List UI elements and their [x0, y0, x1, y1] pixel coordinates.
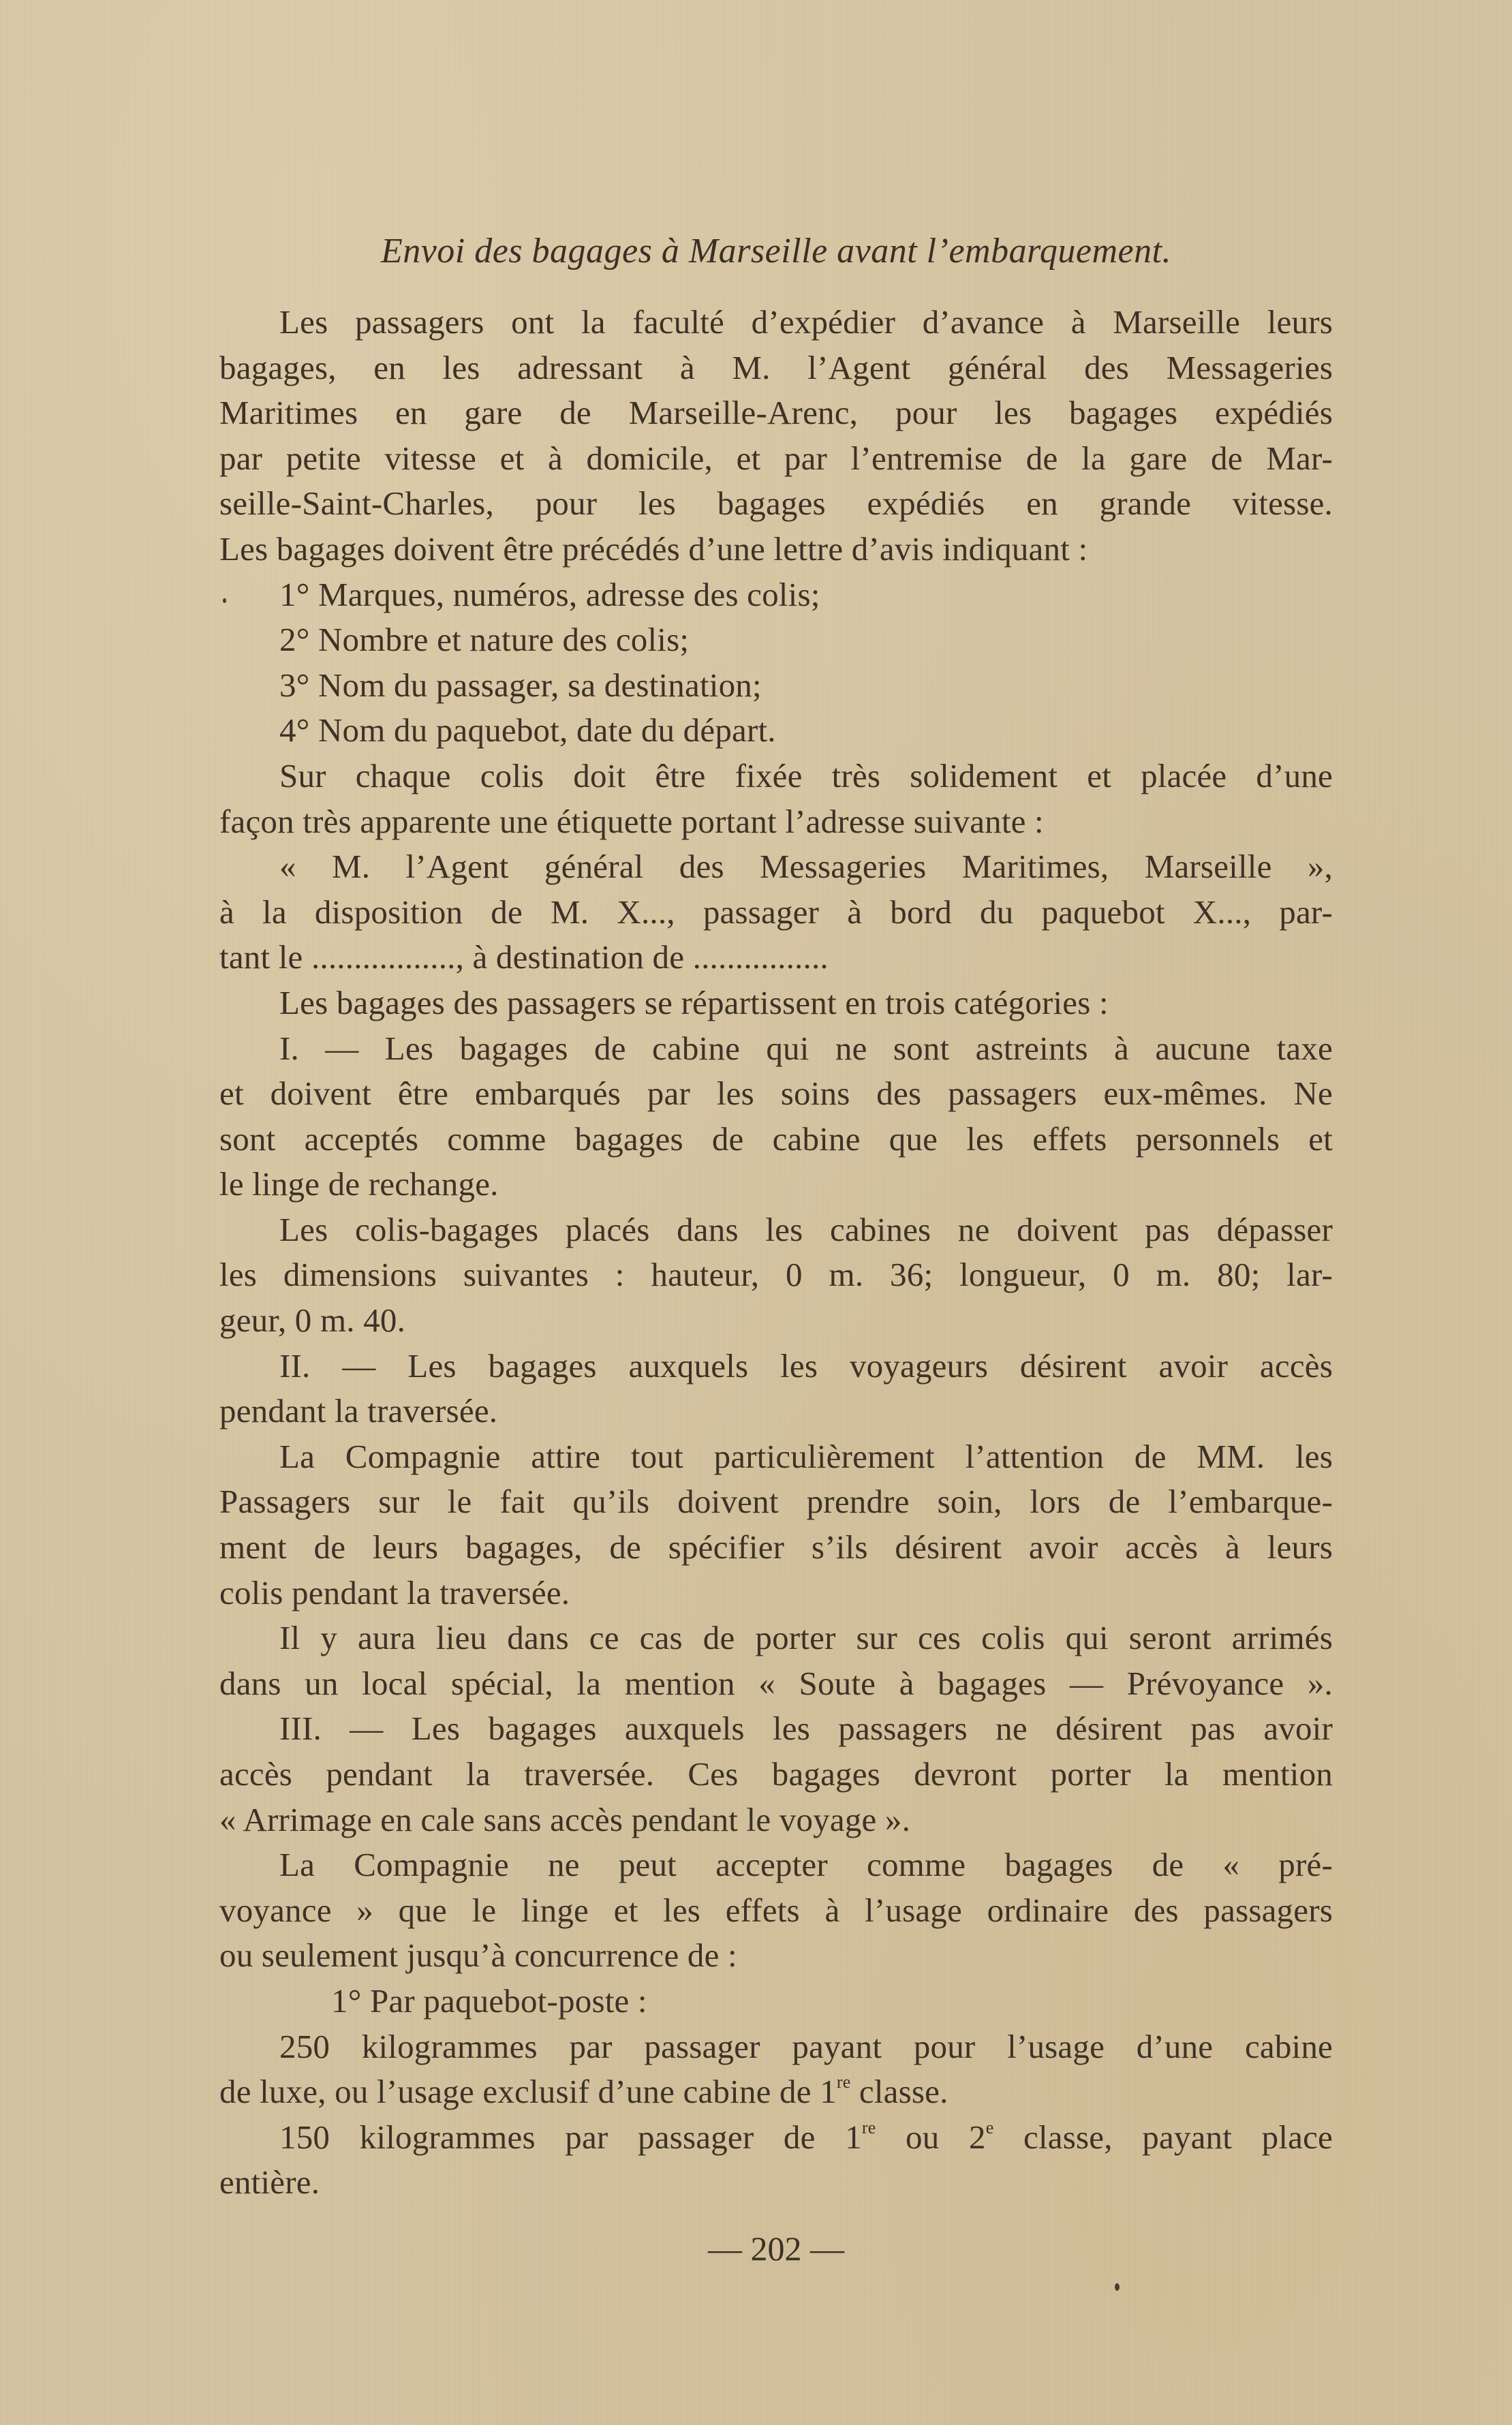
address-line: « M. l’Agent général des Messageries Maritimes, Marseille »,	[279, 848, 1333, 886]
paragraph-line: ou seulement jusqu’à concurrence de :	[219, 1936, 737, 1975]
category-heading: III. — Les bagages auxquels les passagers ne désirent pas avoir	[279, 1710, 1333, 1748]
text-fragment: classe, payant place	[993, 2118, 1333, 2156]
paragraph-line: ment de leurs bagages, de spécifier s’ils désirent avoir accès à leurs	[219, 1528, 1333, 1566]
list-item: 4° Nom du paquebot, date du départ.	[279, 711, 776, 750]
paragraph-line: façon très apparente une étiquette portant l’adresse suivante :	[219, 802, 1044, 840]
paragraph-line: Sur chaque colis doit être fixée très solidement et placée d’une	[279, 756, 1333, 794]
paragraph-line: pendant la traversée.	[219, 1392, 498, 1430]
address-line: à la disposition de M. X..., passager à bord du paquebot X..., par-	[219, 893, 1333, 931]
paragraph-line: dans un local spécial, la mention « Soute à bagages — Prévoyance ».	[219, 1664, 1333, 1702]
superscript: re	[836, 2072, 851, 2092]
body-text	[219, 300, 1333, 2206]
paragraph-line: Maritimes en gare de Marseille-Arenc, pour les bagages expédiés	[219, 394, 1333, 432]
paragraph-line: accès pendant la traversée. Ces bagages devront porter la mention	[219, 1755, 1333, 1793]
paragraph-line: Les passagers ont la faculté d’expédier d’avance à Marseille leurs	[279, 303, 1333, 341]
ink-speck	[223, 598, 226, 603]
paragraph-line: 250 kilogrammes par passager payant pour l’usage d’une cabine	[279, 2027, 1333, 2065]
text-fragment: ou 2	[876, 2118, 986, 2156]
paragraph-line: voyance » que le linge et les effets à l’usage ordinaire des passagers	[219, 1891, 1333, 1929]
paragraph-line: le linge de rechange.	[219, 1165, 499, 1203]
paragraph-line: La Compagnie ne peut accepter comme bagages de « pré-	[279, 1846, 1333, 1884]
category-heading: II. — Les bagages auxquels les voyageurs désirent avoir accès	[279, 1346, 1333, 1385]
paragraph-line: seille-Saint-Charles, pour les bagages expédiés en grande vitesse.	[219, 484, 1333, 523]
text-fragment: de luxe, ou l’usage exclusif d’une cabine de 1	[219, 2073, 837, 2111]
paragraph-line	[219, 2069, 1333, 2115]
paragraph-line: par petite vitesse et à domicile, et par l’entremise de la gare de Mar-	[219, 439, 1333, 477]
text-fragment: 150 kilogrammes par passager de 1	[279, 2118, 862, 2156]
paragraph-line: les dimensions suivantes : hauteur, 0 m. 36; longueur, 0 m. 80; lar-	[219, 1256, 1333, 1294]
paragraph-line: « Arrimage en cale sans accès pendant le voyage ».	[219, 1800, 911, 1838]
paragraph-line: et doivent être embarqués par les soins des passagers eux-mêmes. Ne	[219, 1075, 1333, 1113]
list-item: 3° Nom du passager, sa destination;	[279, 666, 762, 704]
paragraph-line: bagages, en les adressant à M. l’Agent général des Messageries	[219, 348, 1333, 386]
ink-speck	[1115, 2283, 1120, 2291]
paragraph-line	[219, 2115, 1333, 2161]
list-item: 1° Par paquebot-poste :	[331, 1981, 647, 2020]
section-title: Envoi des bagages à Marseille avant l’embarquement.	[380, 232, 1172, 271]
address-line: tant le ................., à destination de ................	[219, 938, 829, 976]
list-item: 2° Nombre et nature des colis;	[279, 621, 690, 659]
superscript: re	[861, 2117, 876, 2137]
paragraph-line: La Compagnie attire tout particulièrement l’attention de MM. les	[279, 1437, 1333, 1475]
paragraph-line: Les colis-bagages placés dans les cabines ne doivent pas dépasser	[279, 1210, 1333, 1248]
paragraph-line: Il y aura lieu dans ce cas de porter sur ces colis qui seront arrimés	[279, 1619, 1333, 1657]
page-number: — 202 —	[708, 2229, 844, 2268]
text-fragment: classe.	[850, 2073, 948, 2111]
superscript: e	[985, 2117, 994, 2137]
paragraph-line: sont acceptés comme bagages de cabine que les effets personnels et	[219, 1119, 1333, 1158]
paragraph-line: Les bagages des passagers se répartissent en trois catégories :	[279, 983, 1109, 1021]
paragraph-line: geur, 0 m. 40.	[219, 1301, 406, 1340]
paragraph-line: colis pendant la traversée.	[219, 1573, 570, 1611]
list-item: 1° Marques, numéros, adresse des colis;	[279, 575, 820, 613]
paragraph-line: Passagers sur le fait qu’ils doivent prendre soin, lors de l’embarque-	[219, 1483, 1333, 1521]
category-heading: I. — Les bagages de cabine qui ne sont astreints à aucune taxe	[279, 1029, 1333, 1067]
paragraph-line: entière.	[219, 2163, 320, 2202]
paragraph-line: Les bagages doivent être précédés d’une lettre d’avis indiquant :	[219, 529, 1088, 568]
